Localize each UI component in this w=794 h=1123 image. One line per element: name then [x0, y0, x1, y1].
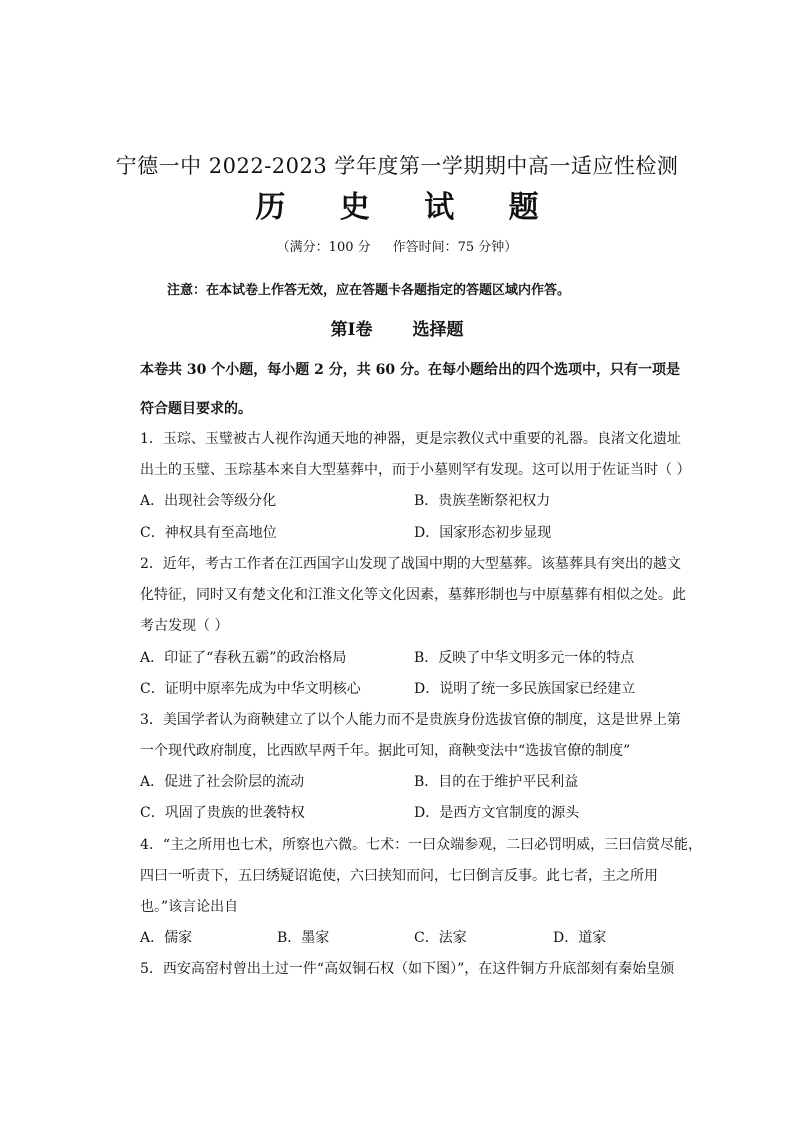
question-2-option-a: A．印证了“春秋五霸”的政治格局 — [140, 650, 347, 666]
question-4-line-1: 4．“主之所用也七术，所察也六微。七术：一曰众端参观，二曰必罚明威，三曰信赏尽能， — [140, 837, 703, 853]
question-5-line-1: 5．西安高窑村曾出土过一件“高奴铜石权（如下图）”，在这件铜方升底部刻有秦始皇颁 — [140, 961, 675, 977]
question-3-line-2: 一个现代政府制度，比西欧早两千年。据此可知，商鞅变法中“选拔官僚的制度” — [140, 743, 631, 759]
question-4-option-d: D．道家 — [553, 930, 607, 946]
exam-meta — [0, 236, 794, 255]
school-title: 宁德一中 2022-2023 学年度第一学期期中高一适应性检测 — [115, 154, 679, 178]
question-4-option-b: B．墨家 — [277, 930, 330, 946]
question-2-line-2: 化特征，同时又有楚文化和江淮文化等文化因素，墓葬形制也与中原墓葬有相似之处。此 — [140, 587, 686, 603]
score-info: （满分：100 分 — [276, 240, 371, 255]
instructions-line-2: 符合题目要求的。 — [140, 401, 252, 417]
question-1-option-d: D．国家形态初步显现 — [414, 525, 552, 541]
notice: 注意：在本试卷上作答无效，应在答题卡各题指定的答题区域内作答。 — [167, 283, 571, 298]
question-3-option-a: A．促进了社会阶层的流动 — [140, 774, 305, 790]
question-4-line-3: 也。”该言论出自 — [140, 899, 239, 915]
question-4-option-c: C．法家 — [414, 930, 467, 946]
question-2-option-d: D．说明了统一多民族国家已经建立 — [414, 681, 636, 697]
question-2-option-b: B．反映了中华文明多元一体的特点 — [414, 650, 635, 666]
question-3-option-b: B．目的在于维护平民利益 — [414, 774, 579, 790]
question-1-line-1: 1．玉琮、玉璧被古人视作沟通天地的神器，更是宗教仪式中重要的礼器。良渚文化遗址 — [140, 431, 681, 447]
question-2-line-3: 考古发现（ ） — [140, 618, 229, 634]
question-1-option-c: C．神权具有至高地位 — [140, 525, 277, 541]
time-info: 作答时间：75 分钟） — [392, 240, 518, 255]
instructions-line-1: 本卷共 30 个小题，每小题 2 分，共 60 分。在每小题给出的四个选项中，只有一项是 — [140, 362, 680, 378]
question-1-option-a: A．出现社会等级分化 — [140, 493, 277, 509]
question-4-option-a: A．儒家 — [140, 930, 193, 946]
section-heading — [0, 315, 794, 340]
section-name: 选择题 — [412, 320, 464, 340]
subject-title: 历 史 试 题 — [255, 190, 561, 225]
question-1-line-2: 出土的玉璧、玉琮基本来自大型墓葬中，而于小墓则罕有发现。这可以用于佐证当时（ ） — [140, 462, 691, 478]
question-2-line-1: 2．近年，考古工作者在江西国字山发现了战国中期的大型墓葬。该墓葬具有突出的越文 — [140, 556, 681, 572]
question-4-line-2: 四曰一听责下，五曰绣疑诏诡使，六曰挟知而问，七曰倒言反事。此七者，主之所用 — [140, 868, 658, 884]
section-volume: 第Ⅰ卷 — [330, 320, 373, 340]
question-3-option-d: D．是西方文官制度的源头 — [414, 805, 580, 821]
question-2-option-c: C．证明中原率先成为中华文明核心 — [140, 681, 361, 697]
question-1-option-b: B．贵族垄断祭祀权力 — [414, 493, 551, 509]
question-3-line-1: 3．美国学者认为商鞅建立了以个人能力而不是贵族身份选拔官僚的制度，这是世界上第 — [140, 712, 681, 728]
question-3-option-c: C．巩固了贵族的世袭特权 — [140, 805, 305, 821]
